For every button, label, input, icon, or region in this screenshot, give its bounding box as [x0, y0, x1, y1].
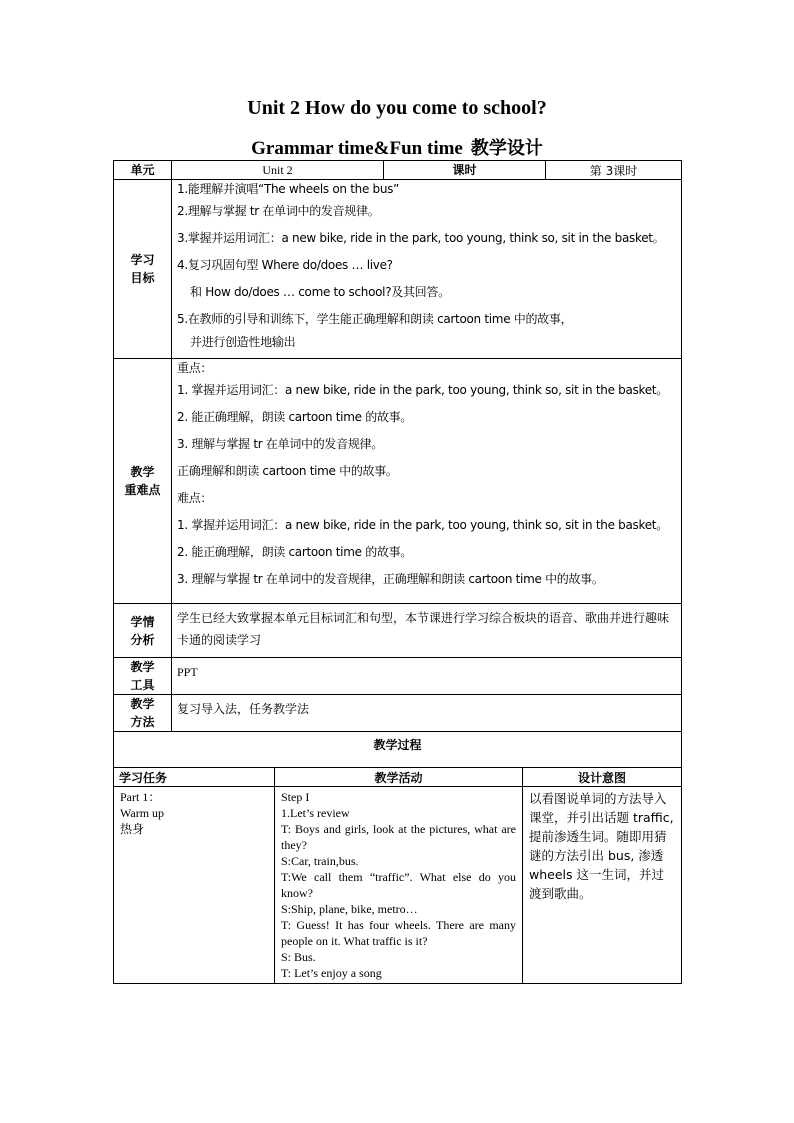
col-task-header: 学习任务 [114, 768, 275, 787]
task-cell [114, 787, 275, 984]
methods-text: 复习导入法，任务教学法 [172, 695, 682, 732]
objective-item: 5.在教师的引导和训练下，学生能正确理解和朗读 cartoon time 中的故事， [177, 312, 573, 326]
key-points-content [172, 359, 682, 604]
activity-line: T:We call them “traffic”. What else do you know? [281, 870, 516, 900]
objectives-row [114, 180, 682, 359]
objective-item: 3.掌握并运用词汇：a new bike, ride in the park, too young, think so, sit in the basket。 [177, 231, 665, 245]
key-point-item: 3. 理解与掌握 tr 在单词中的发音规律，正确理解和朗读 cartoon time 中的故事。 [177, 572, 604, 586]
key-points-row [114, 359, 682, 604]
objective-item: 1.能理解并演唱“The wheels on the bus” [177, 182, 400, 196]
key-point-item: 重点： [177, 361, 213, 375]
subtitle-chinese: 教学设计 [470, 138, 543, 159]
process-step-row [114, 787, 682, 984]
key-point-item: 1. 掌握并运用词汇：a new bike, ride in the park, too young, think so, sit in the basket。 [177, 518, 668, 532]
lesson-info-table [113, 160, 682, 768]
key-point-item: 2. 能正确理解，朗读 cartoon time 的故事。 [177, 545, 412, 559]
activity-line: Step I [281, 790, 310, 804]
task-part: 热身 [120, 822, 145, 836]
activity-line: T: Guess! It has four wheels. There are many people on it. What traffic is it? [281, 918, 516, 948]
analysis-row [114, 604, 682, 658]
analysis-text: 学生已经大致掌握本单元目标词汇和句型，本节课进行学习综合板块的语音、歌曲并进行趣味卡通的阅读学习 [172, 604, 682, 658]
key-points-label: 教学 重难点 [114, 359, 172, 604]
subtitle-english: Grammar time&Fun time [251, 138, 463, 159]
intent-cell: 以看图说单词的方法导入课堂，并引出话题 traffic, 提前渗透生词。随即用猜谜的方法引出 bus, 渗透 wheels 这一生词，并过渡到歌曲。 [523, 787, 682, 984]
objectives-label: 学习 目标 [114, 180, 172, 359]
process-table [113, 767, 682, 984]
unit-row [114, 161, 682, 180]
period-label: 课时 [384, 161, 546, 180]
key-point-item: 2. 能正确理解，朗读 cartoon time 的故事。 [177, 410, 412, 424]
document-subtitle [0, 134, 794, 160]
objective-item: 2.理解与掌握 tr 在单词中的发音规律。 [177, 204, 380, 218]
activity-line: S: Bus. [281, 950, 316, 964]
objective-item: 4.复习巩固句型 Where do/does … live? [177, 258, 393, 272]
period-value: 第 3课时 [546, 161, 682, 180]
tools-label: 教学 工具 [114, 658, 172, 695]
key-point-item: 正确理解和朗读 cartoon time 中的故事。 [177, 464, 398, 478]
methods-row [114, 695, 682, 732]
task-part: Part 1： [120, 790, 161, 804]
activity-cell [275, 787, 523, 984]
objective-item: 并进行创造性地输出 [190, 335, 296, 349]
activity-line: 1.Let’s review [281, 806, 350, 820]
objectives-content [172, 180, 682, 359]
document-title: Unit 2 How do you come to school? [247, 97, 547, 119]
activity-line: S:Ship, plane, bike, metro… [281, 902, 418, 916]
activity-line: S:Car, train,bus. [281, 854, 359, 868]
activity-line: T: Let’s enjoy a song [281, 966, 382, 980]
unit-label: 单元 [114, 161, 172, 180]
process-heading-row [114, 732, 682, 768]
key-point-item: 3. 理解与掌握 tr 在单词中的发音规律。 [177, 437, 383, 451]
key-point-item: 难点： [177, 491, 213, 505]
process-heading: 教学过程 [114, 732, 682, 768]
unit-value: Unit 2 [172, 161, 384, 180]
key-point-item: 1. 掌握并运用词汇：a new bike, ride in the park, too young, think so, sit in the basket。 [177, 383, 668, 397]
process-header-row [114, 768, 682, 787]
tools-text: PPT [172, 658, 682, 695]
task-part: Warm up [120, 806, 165, 820]
analysis-label: 学情 分析 [114, 604, 172, 658]
objective-item: 和 How do/does … come to school?及其回答。 [190, 285, 450, 299]
col-intent-header: 设计意图 [523, 768, 682, 787]
col-activity-header: 教学活动 [275, 768, 523, 787]
activity-line: T: Boys and girls, look at the pictures, what are they? [281, 822, 516, 852]
methods-label: 教学 方法 [114, 695, 172, 732]
tools-row [114, 658, 682, 695]
